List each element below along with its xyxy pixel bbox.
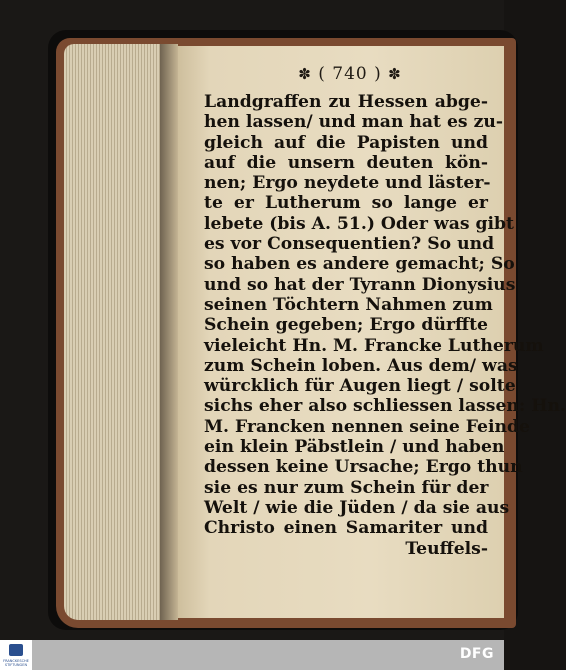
text-line: nen; Ergo neydete und läster- <box>204 173 491 194</box>
page-edges <box>64 44 174 620</box>
institution-logo[interactable] <box>0 640 32 670</box>
ornament-left-icon: ✽ <box>298 65 312 83</box>
text-line: lebete (bis A. 51.) Oder was gibt <box>204 213 514 234</box>
text-line: so haben es andere gemacht; So <box>204 254 515 275</box>
text-line: hen lassen/ und man hat es zu- <box>204 112 503 133</box>
text-line: Christo einen Samariter und <box>204 518 488 539</box>
text-line: sichs eher also schliessen lassen: Hn. <box>204 396 566 417</box>
text-line: Teuffels- <box>405 538 488 559</box>
text-line: gleich auf die Papisten und <box>204 132 488 153</box>
ornament-right-icon: ✽ <box>388 65 402 83</box>
text-line: auf die unsern deuten kön- <box>204 152 488 173</box>
text-line: zum Schein loben. Aus dem/ was <box>204 355 518 376</box>
text-line: es vor Consequentien? So und <box>204 234 495 255</box>
text-line: Schein gegeben; Ergo dürffte <box>204 315 488 336</box>
viewer-footer <box>0 640 504 670</box>
page-gutter <box>160 44 178 620</box>
text-line: te er Lutherum so lange er <box>204 193 488 214</box>
text-line: M. Francken nennen seine Feinde <box>204 416 530 437</box>
logo-icon <box>9 644 23 656</box>
text-line: Landgraffen zu Hessen abge- <box>204 92 488 112</box>
text-line: ein klein Päbstlein / und haben <box>204 437 505 458</box>
text-line: würcklich für Augen liegt / solte <box>204 376 516 397</box>
text-line: sie es nur zum Schein für der <box>204 477 489 498</box>
text-line: seinen Töchtern Nahmen zum <box>204 294 493 315</box>
page-text <box>204 92 566 559</box>
dfg-logo: DFG <box>459 646 494 662</box>
page-number: ( 740 ) <box>318 64 382 84</box>
logo-text: FRANCKESCHE STIFTUNGEN <box>3 659 29 667</box>
text-line: dessen keine Ursache; Ergo thun <box>204 457 523 478</box>
text-line: vieleicht Hn. M. Francke Lutherum <box>204 335 544 356</box>
text-line: Welt / wie die Jüden / da sie aus <box>204 497 510 518</box>
page-header <box>290 64 410 84</box>
text-line: und so hat der Tyrann Dionysius <box>204 274 516 295</box>
